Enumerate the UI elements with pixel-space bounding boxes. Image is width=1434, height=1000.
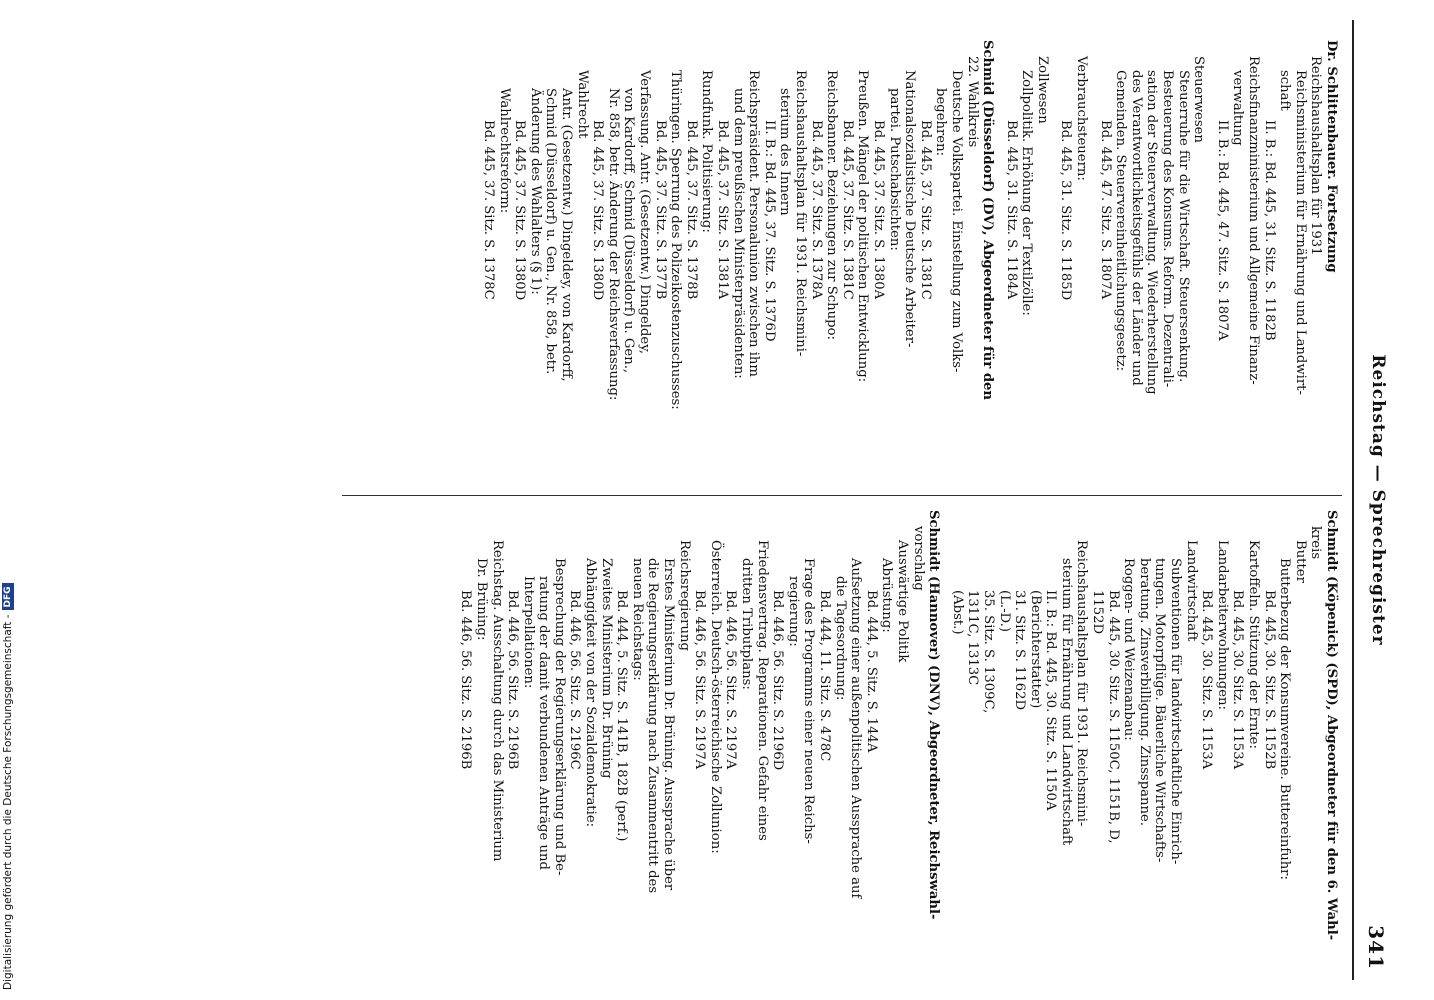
- index-entry: sterium des Innern: [777, 88, 793, 216]
- reference-line: Bd. 445, 30. Sitz. S. 1152B: [1261, 590, 1277, 770]
- index-entry: Reichshaushaltsplan für 1931. Reichsmini-: [1074, 540, 1090, 827]
- index-entry: die Tagesordnung:: [832, 576, 848, 701]
- index-entry: Antr. (Gesetzentw.) Dingeldey, von Kardorff,: [559, 88, 575, 382]
- page-number: 341: [1364, 925, 1388, 970]
- index-entry: Zollwesen: [1034, 56, 1050, 124]
- reference-line: II. B.: Bd. 445, 37. Sitz. S. 1376D: [761, 120, 777, 342]
- reference-line: Bd. 446, 56. Sitz. S. 2196B: [505, 590, 521, 770]
- spacer: [1089, 40, 1097, 490]
- index-entry: Reichshaushaltsplan für 1931. Reichsmini-: [793, 70, 808, 357]
- reference-line: 1311C, 1313C: [965, 590, 981, 686]
- index-entry: Rundfunk. Politisierung:: [699, 70, 715, 233]
- reference-line: Bd. 446, 56. Sitz. S. 2196D: [770, 590, 786, 771]
- index-entry: Wahlrecht: [574, 70, 590, 139]
- reference-line: Bd. 446, 56. Sitz. S. 2196B: [458, 590, 474, 770]
- index-entry: Butter: [1292, 540, 1308, 583]
- index-entry: Subventionen für landwirtschaftliche Einrich-: [1168, 558, 1184, 865]
- spacer: [1050, 40, 1058, 490]
- index-entry: Abhängigkeit von der Sozialdemokratie:: [583, 558, 599, 828]
- index-entry: verwaltung: [1230, 70, 1246, 146]
- index-entry: Reichstag. Ausschaltung durch das Ministerium: [489, 540, 505, 862]
- reference-line: (L.-D.): [996, 590, 1012, 632]
- index-entry: 22. Wahlkreis: [964, 56, 980, 148]
- reference-line: Bd. 445, 30. Sitz. S. 1150C, 1151B, D,: [1105, 590, 1121, 844]
- index-entry: Interpellationen:: [520, 576, 536, 689]
- index-entry: Reichspräsident. Personalunion zwischen ihm: [746, 70, 762, 377]
- index-entry: Gemeinden. Steuervereinheitlichungsgesetz:: [1113, 70, 1129, 372]
- spacer: [995, 40, 1003, 490]
- reference-line: II. B.: Bd. 445, 31. Sitz. S. 1182B: [1261, 120, 1277, 341]
- reference-line: Bd. 446, 56. Sitz. S. 2197A: [692, 590, 708, 770]
- index-entry: tungen. Motorpflüge. Bäuerliche Wirtschafts-: [1152, 558, 1168, 863]
- index-entry: von Kardorff, Schmid (Düsseldorf) u. Gen.,: [621, 88, 637, 374]
- reference-line: Bd. 444, 5. Sitz. S. 141B, 182B (perf.): [614, 590, 630, 842]
- digitization-credit: [2, 583, 14, 990]
- page-title: Reichstag — Sprechregister: [1368, 354, 1388, 646]
- reference-line: 35. Sitz. S. 1309C,: [980, 590, 996, 714]
- reference-line: Bd. 445, 37. Sitz. S. 1380D: [590, 120, 606, 301]
- credit-text: Digitalisierung gefördert durch die Deutsche Forschungsgemeinschaft -: [2, 614, 14, 990]
- reference-line: Bd. 444, 11. Sitz. S. 478C: [817, 590, 832, 762]
- index-entry: begehren:: [933, 88, 949, 157]
- index-entry: Reichshaushaltsplan für 1931: [1308, 56, 1324, 256]
- index-entry: Zweites Ministerium Dr. Brüning: [598, 558, 614, 779]
- index-entry: schaft: [1277, 70, 1293, 111]
- index-entry: dritten Tributplans:: [739, 558, 755, 690]
- index-entry: sation der Steuerverwaltung. Wiederherstellung: [1144, 70, 1160, 395]
- index-entry: Steuerruhe für die Wirtschaft. Steuersenkung.: [1175, 70, 1191, 383]
- index-entry: Verbrauchsteuern:: [1074, 56, 1090, 181]
- index-entry: ratung der damit verbundenen Anträge und: [536, 576, 552, 870]
- reference-line: Bd. 445, 37. Sitz. S. 1381C: [839, 120, 855, 300]
- reference-line: Bd. 445, 37. Sitz. S. 1378B: [683, 120, 699, 300]
- index-entry: Deutsche Volkspartei. Einstellung zum Volks-: [948, 70, 964, 373]
- reference-line: Bd. 445, 47. Sitz. S. 1807A: [1097, 120, 1113, 300]
- reference-line: II. B.: Bd. 445, 47. Sitz. S. 1807A: [1214, 120, 1230, 341]
- index-entry: Wahlrechtsreform:: [496, 88, 512, 214]
- index-entry: vorschlag: [910, 526, 926, 591]
- index-entry: Österreich. Deutsch-österreichische Zollunion:: [707, 540, 723, 854]
- index-entry: Roggen- und Weizenanbau:: [1121, 558, 1137, 741]
- index-entry: Abrüstung:: [879, 558, 895, 633]
- index-entry: Dr. Schlittenbauer. Fortsetzung: [1324, 40, 1339, 273]
- reference-line: (Berichterstatter): [1027, 590, 1043, 709]
- index-entry: Aufsetzung einer außenpolitischen Aussprache auf: [848, 558, 864, 899]
- index-entry: Nr. 858, betr. Änderung der Reichsverfassung:: [605, 88, 621, 401]
- index-entry: Besteuerung des Konsums. Reform. Dezentrali-: [1160, 70, 1176, 388]
- spacer: [941, 510, 949, 960]
- index-entry: Zollpolitik. Erhöhung der Textilzölle:: [1019, 70, 1035, 316]
- index-entry: Schmid (Düsseldorf) (DV), Abgeordneter für den: [980, 40, 996, 401]
- index-entry: Änderung des Wahlalters (§ 1):: [527, 88, 543, 295]
- reference-line: II. B.: Bd. 445, 30. Sitz. S. 1150A: [1043, 590, 1059, 811]
- reference-line: Bd. 445, 31. Sitz. S. 1184A: [1003, 120, 1019, 300]
- index-entry: und dem preußischen Ministerpräsidenten:: [730, 88, 746, 379]
- index-entry: Thüringen. Sperrung des Polizeikostenzuschusses:: [668, 70, 684, 410]
- index-entry: Auswärtige Politik: [894, 540, 910, 663]
- reference-line: Bd. 445, 37. Sitz. S. 1380D: [512, 120, 528, 301]
- reference-line: Bd. 446, 56. Sitz. S. 2197A: [723, 590, 739, 770]
- reference-line: Bd. 445, 37. Sitz. S. 1381A: [715, 120, 731, 300]
- reference-line: (Abst.): [949, 590, 965, 635]
- index-entry: Erstes Ministerium Dr. Brüning. Aussprache über: [661, 558, 677, 891]
- index-entry: regierung:: [785, 576, 801, 647]
- index-entry: Steuerwesen: [1191, 56, 1207, 143]
- reference-line: Bd. 445, 37. Sitz. S. 1377B: [652, 120, 668, 300]
- index-entry: Reichsbanner. Beziehungen zur Schupo:: [824, 70, 840, 340]
- index-entry: Reichsfinanzministerium und Allgemeine Finanz-: [1246, 56, 1262, 385]
- reference-line: Bd. 444, 5. Sitz. S. 144A: [863, 590, 879, 753]
- index-entry: Reichsregierung: [676, 540, 692, 651]
- running-head: [1360, 20, 1394, 980]
- index-entry: Friedensvertrag. Reparationen. Gefahr eines: [754, 540, 770, 841]
- reference-line: Bd. 445, 37. Sitz. S. 1378A: [808, 120, 824, 300]
- reference-line: 1152D: [1090, 590, 1106, 635]
- index-entry: Landwirtschaft: [1183, 540, 1199, 642]
- reference-line: Bd. 446, 56. Sitz. S. 2196C: [567, 590, 583, 770]
- index-entry: Kartoffeln. Stützung der Ernte:: [1246, 540, 1262, 749]
- index-entry: Preußen. Mängel der politischen Entwicklung:: [855, 70, 871, 383]
- index-entry: Schmidt (Hannover) (DNV), Abgeordneter, Reichswahl-: [926, 510, 942, 920]
- reference-line: Bd. 445, 37. Sitz. S. 1378C: [481, 120, 497, 300]
- reference-line: Bd. 445, 37. Sitz. S. 1380A: [870, 120, 886, 300]
- index-entry: partei. Putschabsichten:: [886, 88, 902, 251]
- index-entry: sterium für Ernährung und Landwirtschaft: [1058, 558, 1074, 846]
- left-column: [481, 40, 1339, 490]
- index-entry: Nationalsozialistische Deutsche Arbeiter-: [902, 70, 918, 348]
- reference-line: 31. Sitz. S. 1162D: [1012, 590, 1028, 711]
- index-entry: Schmid (Düsseldorf) u. Gen., Nr. 858, betr.: [543, 88, 559, 375]
- index-entry: Besprechung der Regierungserklärung und Be-: [551, 558, 567, 876]
- index-entry: Verfassung. Antr. (Gesetzentw.) Dingeldey,: [637, 70, 653, 355]
- index-entry: die Regierungserklärung nach Zusammentritt des: [645, 558, 661, 894]
- reference-line: Bd. 445, 31. Sitz. S. 1185D: [1058, 120, 1074, 301]
- index-entry: Butterbezug der Konsumvereine. Buttereinfuhr:: [1277, 558, 1293, 880]
- index-entry: Landarbeiterwohnungen:: [1214, 540, 1230, 710]
- index-entry: des Verantwortlichkeitsgefühls der Länder und: [1128, 70, 1144, 386]
- header-rule: [1352, 20, 1354, 980]
- right-column: [458, 510, 1339, 960]
- reference-line: Bd. 445, 30. Sitz. S. 1153A: [1230, 590, 1246, 770]
- reference-line: Bd. 445, 37. Sitz. S. 1381C: [917, 120, 933, 300]
- index-entry: beratung. Zinsverbilligung. Zinsspanne.: [1136, 558, 1152, 826]
- index-entry: kreis: [1308, 526, 1324, 560]
- column-divider: [342, 495, 1342, 496]
- dfg-logo: DFG: [2, 583, 14, 610]
- index-entry: Dr. Brüning:: [473, 558, 489, 641]
- reference-line: Bd. 445, 30. Sitz. S. 1153A: [1199, 590, 1215, 770]
- index-entry: neuen Reichstags:: [629, 558, 645, 681]
- spacer: [1206, 40, 1214, 490]
- index-entry: Frage des Programms einer neuen Reichs-: [801, 558, 817, 844]
- index-entry: Schmidt (Köpenick) (SPD), Abgeordneter für den 6. Wahl-: [1324, 510, 1339, 941]
- index-entry: Reichsministerium für Ernährung und Landwirt-: [1292, 70, 1308, 395]
